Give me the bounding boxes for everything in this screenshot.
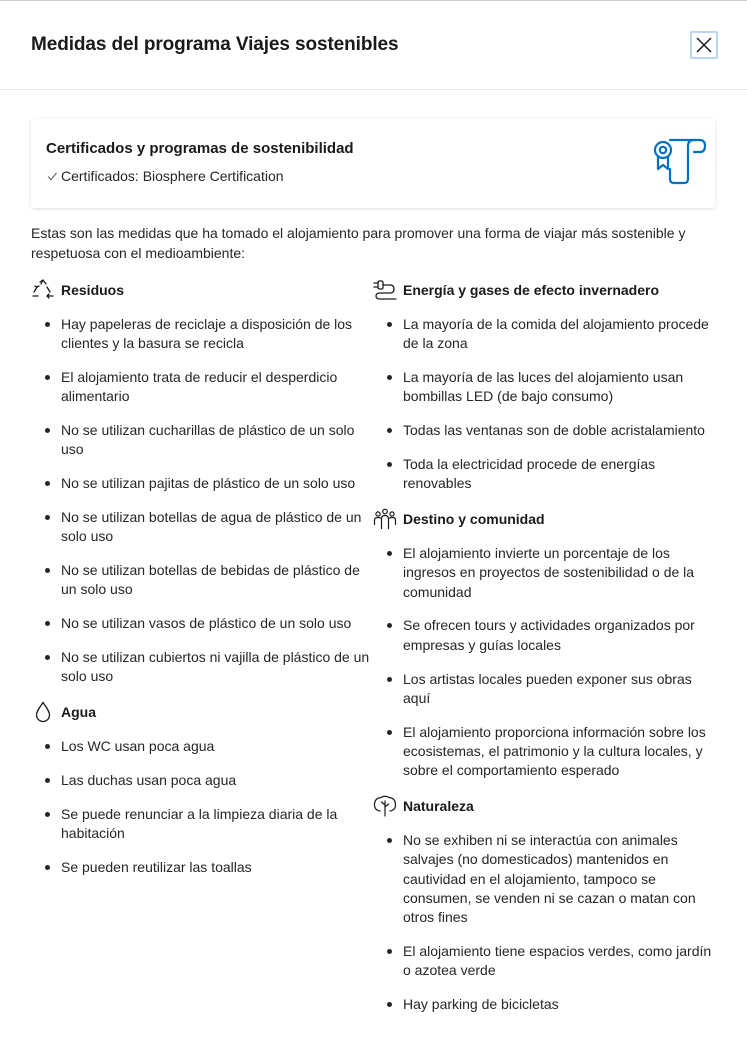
- section-list: [31, 723, 371, 877]
- list-item: El alojamiento tiene espacios verdes, como jardín o azotea verde: [373, 942, 719, 981]
- certificates-title: Certificados y programas de sostenibilidad: [46, 140, 354, 157]
- section-list: [373, 817, 719, 1014]
- intro-text: Estas son las medidas que ha tomado el alojamiento para promover una forma de viajar más sostenible y respetuosa con el medioambiente:: [31, 225, 686, 261]
- list-item: Toda la electricidad procede de energías renovables: [373, 455, 719, 494]
- section-heading: [31, 701, 371, 723]
- certificates-card: [31, 119, 715, 208]
- section-title: Energía y gases de efecto invernadero: [403, 282, 659, 298]
- section-naturaleza: [373, 795, 719, 1014]
- recycle-icon: [31, 279, 55, 301]
- right-column: [373, 279, 719, 1029]
- list-item: No se utilizan vasos de plástico de un solo uso: [31, 614, 371, 633]
- modal-header: [0, 1, 747, 90]
- left-column: [31, 279, 371, 892]
- section-heading: [373, 795, 719, 817]
- list-item: El alojamiento proporciona información sobre los ecosistemas, el patrimonio y la cultura locales, y sobre el comportamiento esperado: [373, 723, 719, 781]
- list-item: Se ofrecen tours y actividades organizados por empresas y guías locales: [373, 616, 719, 655]
- section-title: Naturaleza: [403, 798, 474, 815]
- section-heading: [31, 279, 371, 301]
- list-item: No se utilizan cucharillas de plástico de un solo uso: [31, 421, 371, 460]
- section-heading: [373, 508, 719, 530]
- list-item: Todas las ventanas son de doble acristalamiento: [373, 421, 719, 440]
- close-icon: [695, 36, 713, 54]
- list-item: Los WC usan poca agua: [31, 737, 371, 756]
- plug-icon: [373, 279, 397, 301]
- section-residuos: [31, 279, 371, 687]
- certificates-text: Certificados: Biosphere Certification: [61, 168, 284, 184]
- tree-icon: [373, 795, 397, 817]
- modal-title: Medidas del programa Viajes sostenibles: [31, 34, 399, 55]
- section-title: Residuos: [61, 282, 125, 298]
- list-item: Se pueden reutilizar las toallas: [31, 858, 371, 877]
- section-destino: [373, 508, 719, 780]
- section-heading: [373, 279, 719, 301]
- list-item: No se utilizan botellas de bebidas de plástico de un solo uso: [31, 561, 371, 600]
- list-item: La mayoría de la comida del alojamiento procede de la zona: [373, 315, 719, 354]
- section-list: [373, 530, 719, 780]
- list-item: La mayoría de las luces del alojamiento usan bombillas LED (de bajo consumo): [373, 368, 719, 407]
- list-item: No se utilizan botellas de agua de plástico de un solo uso: [31, 508, 371, 547]
- list-item: No se utilizan cubiertos ni vajilla de plástico de un solo uso: [31, 648, 371, 687]
- list-item: El alojamiento invierte un porcentaje de los ingresos en proyectos de sostenibilidad o de la comunidad: [373, 544, 719, 602]
- section-title: Destino y comunidad: [403, 511, 545, 528]
- list-item: Hay parking de bicicletas: [373, 995, 719, 1014]
- section-energia: [373, 279, 719, 494]
- list-item: No se utilizan pajitas de plástico de un solo uso: [31, 474, 371, 493]
- list-item: Hay papeleras de reciclaje a disposición de los clientes y la basura se recicla: [31, 315, 371, 354]
- certificates-line: [46, 168, 284, 184]
- list-item: No se exhiben ni se interactúa con animales salvajes (no domesticados) mantenidos en cautividad en el alojamiento, tampoco se consumen, se venden ni se cazan o matan con otros fines: [373, 831, 719, 927]
- list-item: El alojamiento trata de reducir el desperdicio alimentario: [31, 368, 371, 407]
- list-item: Se puede renunciar a la limpieza diaria de la habitación: [31, 805, 371, 844]
- certificate-icon: [650, 135, 706, 187]
- community-icon: [373, 508, 397, 530]
- close-button[interactable]: [690, 31, 718, 59]
- list-item: Las duchas usan poca agua: [31, 771, 371, 790]
- section-list: [31, 301, 371, 687]
- section-agua: [31, 701, 371, 877]
- check-icon: [46, 170, 58, 182]
- water-drop-icon: [31, 701, 55, 723]
- section-list: [373, 301, 719, 494]
- list-item: Los artistas locales pueden exponer sus obras aquí: [373, 670, 719, 709]
- section-title: Agua: [61, 704, 96, 721]
